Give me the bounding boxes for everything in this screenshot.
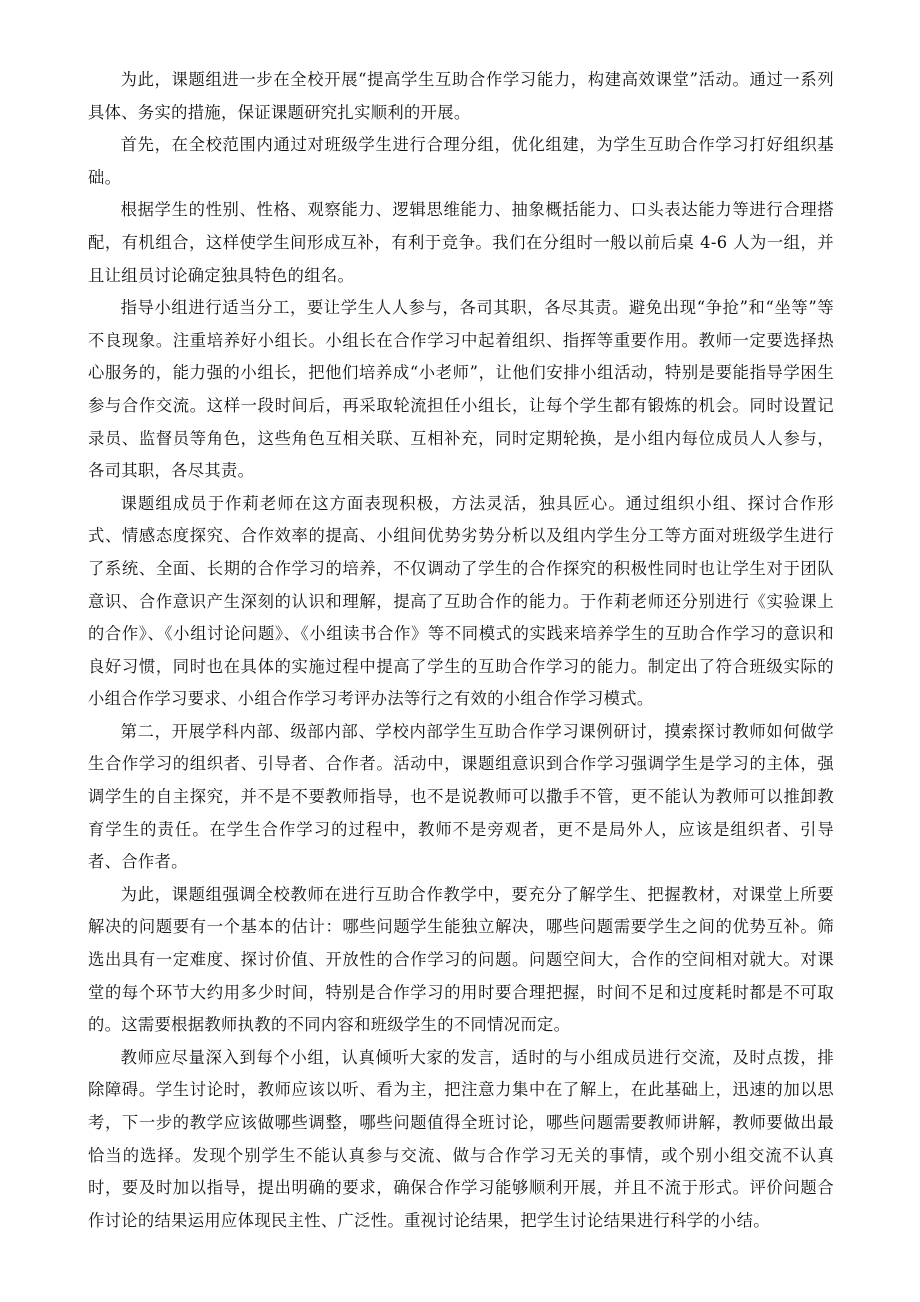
paragraph-intro: 为此，课题组进一步在全校开展“提高学生互助合作学习能力，构建高效课堂”活动。通过一系列具体、务实的措施，保证课题研究扎实顺利的开展。 — [88, 70, 834, 122]
paragraph-first-step: 首先，在全校范围内通过对班级学生进行合理分组，优化组建，为学生互助合作学习打好组织基础。 — [88, 135, 834, 187]
paragraph-teacher-guidance: 教师应尽量深入到每个小组，认真倾听大家的发言，适时的与小组成员进行交流，及时点拨，排除障碍。学生讨论时，教师应该以听、看为主，把注意力集中在了解上，在此基础上，迅速的加以思考，下一步的教学应该做哪些调整，哪些问题值得全班讨论，哪些问题需要教师讲解，教师要做出最恰当的选择。发现个别学生不能认真参与交流、做与合作学习无关的事情，或个别小组交流不认真时，要及时加以指导，提出明确的要求，确保合作学习能够顺利开展，并且不流于形式。评价问题合作讨论的结果运用应体现民主性、广泛性。重视讨论结果，把学生讨论结果进行科学的小结。 — [88, 1047, 834, 1230]
paragraph-grouping: 根据学生的性别、性格、观察能力、逻辑思维能力、抽象概括能力、口头表达能力等进行合理搭配，有机组合，这样使学生间形成互补，有利于竞争。我们在分组时一般以前后桌 4-6 人为一组，并且让组员讨论确定独具特色的组名。 — [88, 200, 834, 285]
document-body — [88, 64, 834, 1237]
paragraph-division-of-labor: 指导小组进行适当分工，要让学生人人参与，各司其职，各尽其责。避免出现“争抢”和“坐等”等不良现象。注重培养好小组长。小组长在合作学习中起着组织、指挥等重要作用。教师一定要选择热心服务的，能力强的小组长，把他们培养成“小老师”，让他们安排小组活动，特别是要能指导学困生参与合作交流。这样一段时间后，再采取轮流担任小组长，让每个学生都有锻炼的机会。同时设置记录员、监督员等角色，这些角色互相关联、互相补充，同时定期轮换，是小组内每位成员人人参与，各司其职，各尽其责。 — [88, 298, 834, 481]
paragraph-teacher-example: 课题组成员于作莉老师在这方面表现积极，方法灵活，独具匠心。通过组织小组、探讨合作形式、情感态度探究、合作效率的提高、小组间优势劣势分析以及组内学生分工等方面对班级学生进行了系统、全面、长期的合作学习的培养，不仅调动了学生的合作探究的积极性同时也让学生对于团队意识、合作意识产生深刻的认识和理解，提高了互助合作的能力。于作莉老师还分别进行《实验课上的合作》、《小组讨论问题》、《小组读书合作》等不同模式的实践来培养学生的互助合作学习的意识和良好习惯，同时也在具体的实施过程中提高了学生的互助合作学习的能力。制定出了符合班级实际的小组合作学习要求、小组合作学习考评办法等行之有效的小组合作学习模式。 — [88, 493, 834, 709]
paragraph-second-step: 第二，开展学科内部、级部内部、学校内部学生互助合作学习课例研讨，摸索探讨教师如何做学生合作学习的组织者、引导者、合作者。活动中，课题组意识到合作学习强调学生是学习的主体，强调学生的自主探究，并不是不要教师指导，也不是说教师可以撒手不管，更不能认为教师可以推卸教育学生的责任。在学生合作学习的过程中，教师不是旁观者，更不是局外人，应该是组织者、引导者、合作者。 — [88, 721, 834, 872]
paragraph-teaching-planning: 为此，课题组强调全校教师在进行互助合作教学中，要充分了解学生、把握教材，对课堂上所要解决的问题要有一个基本的估计：哪些问题学生能独立解决，哪些问题需要学生之间的优势互补。筛选出具有一定难度、探讨价值、开放性的合作学习的问题。问题空间大，合作的空间相对就大。对课堂的每个环节大约用多少时间，特别是合作学习的用时要合理把握，时间不足和过度耗时都是不可取的。这需要根据教师执教的不同内容和班级学生的不同情况而定。 — [88, 884, 834, 1035]
